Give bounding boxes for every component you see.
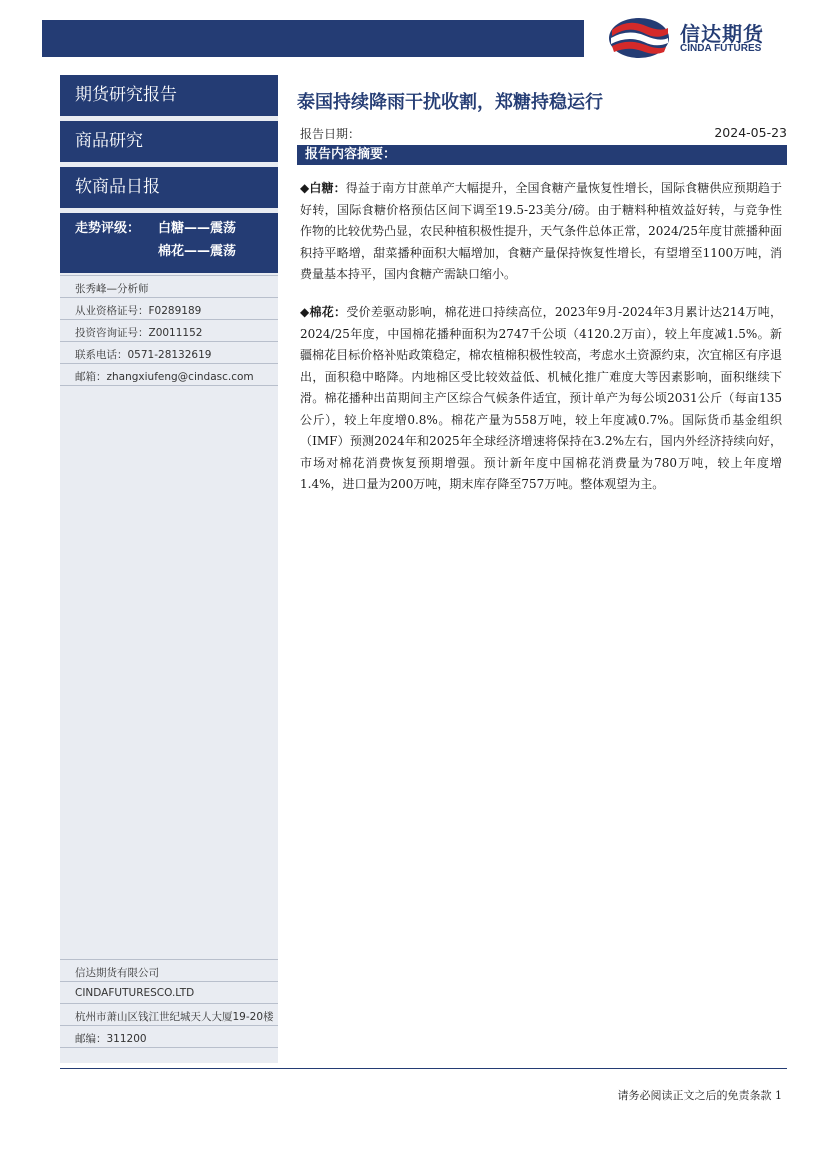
sugar-text: 得益于南方甘蔗单产大幅提升，全国食糖产量恢复性增长，国际食糖供应预期趋于好转，国际食糖价格预估区间下调至19.5-23美分/磅。由于糖料种植效益好转，与竞争性作物的比较优势凸显，农民种植积极性提升，天气条件总体正常，2024/25年度甘蔗播种面积持平略增，甜菜播种面积大幅增加，食糖产量保持恢复性增长，有望增至1100万吨，消费量基本持平，国内食糖产需缺口缩小。 <box>300 181 782 281</box>
divider <box>60 297 278 298</box>
cotton-text: 受价差驱动影响，棉花进口持续高位，2023年9月-2024年3月累计达214万吨，2024/25年度，中国棉花播种面积为2747千公顷（4120.2万亩），较上年度减1.5%。新疆棉花目标价格补贴政策稳定，棉农植棉积极性较高，考虑水土资源约束，次宜棉区有序退出，面积稳中略降。内地棉区受比较效益低、机械化推广难度大等因素影响，面积继续下滑。棉花播种出苗期间主产区综合气候条件适宜，预计单产为每公顷2031公斤（每亩135公斤），较上年度增0.8%。棉花产量为558万吨，较上年度减0.7%。国际货币基金组织（IMF）预测2024年和2025年全球经济增速将保持在3.2%左右，国内外经济持续向好，市场对棉花消费恢复预期增强。预计新年度中国棉花消费量为780万吨，较上年度增1.4%，进口量为200万吨，期末库存降至757万吨。整体观望为主。 <box>300 305 782 491</box>
consult-number: 投资咨询证号：Z0011152 <box>75 327 203 339</box>
sidebar-section-soft-commodity-daily: 软商品日报 <box>60 167 278 208</box>
divider <box>60 341 278 342</box>
brand-logo <box>606 16 786 60</box>
rating-box <box>60 213 278 273</box>
sugar-heading: ◆白糖： <box>300 181 346 195</box>
company-postcode: 邮编：311200 <box>75 1033 147 1045</box>
header-bar <box>42 20 584 57</box>
report-date: 2024-05-23 <box>714 125 787 140</box>
report-date-label: 报告日期： <box>300 127 361 141</box>
cotton-heading: ◆棉花： <box>300 305 347 319</box>
cinda-wave-logo-icon <box>606 16 672 60</box>
brand-name-cn: 信达期货 <box>680 22 764 46</box>
divider <box>60 385 278 386</box>
page-title: 泰国持续降雨干扰收割，郑糖持稳运行 <box>297 92 603 113</box>
cotton-paragraph <box>300 302 782 496</box>
rating-cotton: 棉花——震荡 <box>158 244 237 259</box>
divider <box>60 1025 278 1026</box>
brand-name-en: CINDA FUTURES <box>680 43 762 54</box>
qualification-number: 从业资格证号：F0289189 <box>75 305 202 317</box>
company-name-en: CINDAFUTURESCO.LTD <box>75 987 195 999</box>
divider <box>60 981 278 982</box>
divider <box>60 275 278 276</box>
divider <box>60 319 278 320</box>
disclaimer-text: 请务必阅读正文之后的免责条款 <box>617 1089 772 1102</box>
footer-disclaimer <box>618 1087 783 1103</box>
analyst-name: 张秀峰—分析师 <box>75 283 149 295</box>
divider <box>60 1047 278 1048</box>
sidebar <box>60 75 278 1063</box>
page-number: 1 <box>775 1089 782 1102</box>
divider <box>60 1003 278 1004</box>
divider <box>60 363 278 364</box>
company-address: 杭州市萧山区钱江世纪城天人大厦19-20楼 <box>75 1011 274 1023</box>
divider <box>60 959 278 960</box>
contact-email[interactable]: 邮箱：zhangxiufeng@cindasc.com <box>75 371 254 383</box>
contact-phone: 联系电话：0571-28132619 <box>75 349 212 361</box>
sidebar-section-commodity-research: 商品研究 <box>60 121 278 162</box>
sugar-paragraph <box>300 178 782 286</box>
company-name: 信达期货有限公司 <box>75 967 159 979</box>
footer-divider <box>60 1068 787 1069</box>
sidebar-section-futures-report: 期货研究报告 <box>60 75 278 116</box>
rating-sugar: 白糖——震荡 <box>158 221 237 236</box>
summary-header: 报告内容摘要： <box>297 145 787 165</box>
rating-label: 走势评级： <box>75 221 141 236</box>
